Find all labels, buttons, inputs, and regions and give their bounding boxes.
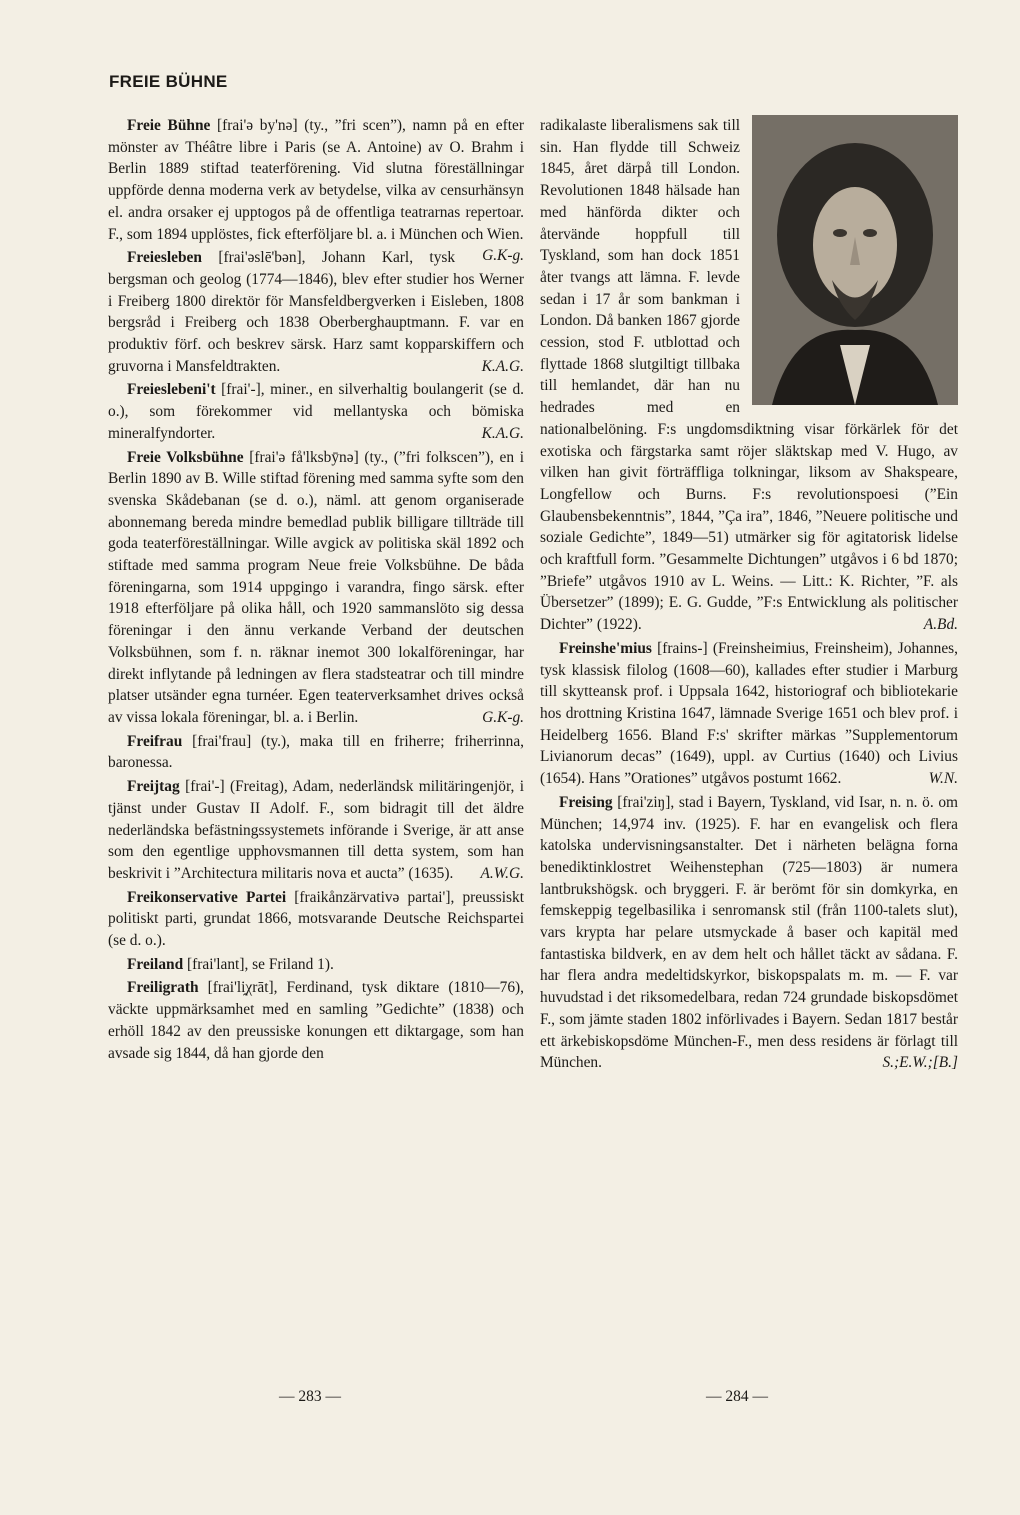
- entry-freikonservative-partei: [108, 887, 524, 952]
- headword: Freie Bühne: [127, 117, 211, 134]
- entry-freifrau: [108, 731, 524, 774]
- author-signature: W.N.: [928, 770, 958, 788]
- author-signature: K.A.G.: [481, 357, 524, 375]
- entry-text: radikalaste liberalismens sak till sin. Han flydde till Schweiz 1845, året därpå till London. Revolutionen 1848 hälsade han med hänförda dikter och återvände hoppfull till Tyskland, som han dock 1851 åter tvangs att lämna. F. levde sedan i 17 år som bankman i London. Då banken 1867 gjorde cession, stod F. utblottad och flyttade 1868 slutgiltigt tillbaka till hemlandet, där han nu hedrades med en nationalbelöning. F:s ungdomsdiktning visar förkärlek för det exotiska och färgstarka samt röjer släktskap med V. Hugo, av vilken han givit förträffliga tolkningar, liksom av Shakspeare, Longfellow och Burns. F:s revolutionspoesi (”Ein Glaubensbekenntnis”, 1844, ”Ça ira”, 1846, ”Neuere politische und soziale Gedichte”, 1849—51) utmärker sig för agitatorisk lidelse och kraftfull form. ”Gesammelte Dichtungen” utgåvos i 6 bd 1870; ”Briefe” utgåvos 1910 av L. Weins. — Litt.: K. Richter, ”F. als Übersetzer” (1899); E. G. Gudde, ”F:s Entwicklung als politischer Dichter” (1922).: [540, 117, 958, 634]
- author-signature: S.;E.W.;[B.]: [882, 1054, 958, 1072]
- entry-freinshemius: [540, 638, 958, 790]
- entry-text: [frai'əslē'bən], Johann Karl, tysk bergsman och geolog (1774—1846), blev efter studier hos Werner i Freiberg 1800 direktör för Mansfeldbergverken i Eisleben, 1808 bergsråd i Freiberg och 1838 Oberberghauptmann. F. var en produktiv förf. och beskrev särsk. Harz samt kopparskiffern och gruvorna i Mansfeldtrakten.: [108, 249, 524, 375]
- entry-text: [frai'-] (Freitag), Adam, nederländsk militäringenjör, i tjänst under Gustav II Adolf. F., som bidragit till det äldre nederländska befästningssystemets införande i Sverige, är att anse som den egentlige upphovsmannen till detta system, som han beskrivit i ”Architectura militaris nova et aucta” (1635).: [108, 778, 524, 882]
- entry-text: [frains-] (Freinsheimius, Freinsheim), Johannes, tysk klassisk filolog (1608—60), kallades efter studier i Marburg till skytteansk prof. i Uppsala 1642, historiograf och bibliotekarie hos drottning Kristina 1647, lämnade Sverige 1651 och blev prof. i Heidelberg 1656. Bland F:s' skrifter märkas ”Supplementorum Livianorum decas” (1649), uppl. av Curtius (1640) och Livius (1654). Hans ”Orationes” utgåvos postumt 1662.: [540, 639, 958, 788]
- headword: Freikonservative Partei: [127, 888, 287, 906]
- left-column: [108, 115, 524, 1066]
- headword: Freie Volksbühne: [127, 448, 244, 466]
- headword: Freiligrath: [127, 979, 199, 997]
- running-head: FREIE BÜHNE: [109, 72, 228, 91]
- entry-freiland: [108, 954, 524, 976]
- entry-text: [frai'ə få'lksbȳnə] (ty., (”fri folkscen”), en i Berlin 1890 av B. Wille stiftad förening med samma syfte som den svenska Skådebanan (se d. o.), näml. att genom organiserade abonnemang bereda mindre bemedlad publik billigare tillträde till goda teaterföreställningar. Wille avgick av politiska skäl 1892 och stiftade med samma program Neue freie Volksbühne. De båda föreningarna, som 1914 uppgingo i varandra, fingo särsk. efter 1918 efterföljare på olika håll, och 1920 sammanslöto sig dessa föreningar i den ännu verkande Verband der deutschen Volksbühnen, som f. n. räknar inemot 300 lokalföreningar, har direkt inflytande på ledningen av flera stadsteatrar och till mindre platser utsänder egna turnéer. Egen teaterverksamhet drives också av vissa lokala föreningar, bl. a. i Berlin.: [108, 448, 524, 726]
- portrait-image: [752, 115, 958, 405]
- headword: Freieslebeni't: [127, 381, 216, 399]
- author-signature: A.Bd.: [923, 616, 958, 634]
- entry-text: [fraikånzärvativə partai'], preussiskt politiskt parti, grundat 1866, motsvarande Deutsche Reichspartei (se d. o.).: [108, 888, 525, 950]
- entry-freiligrath: [108, 977, 524, 1064]
- entry-freie-volksbuhne: [108, 447, 524, 729]
- entry-text: [frai'lant], se Friland 1).: [183, 955, 334, 973]
- headword: Freising: [559, 793, 613, 811]
- headword: Freiesleben: [127, 249, 202, 267]
- page-number-right: — 284 —: [706, 1388, 768, 1405]
- headword: Freinshe'mius: [559, 639, 652, 657]
- right-column: [540, 115, 958, 1076]
- entry-text: [frai'frau] (ty.), maka till en friherre; friherrinna, baronessa.: [108, 732, 524, 772]
- headword: Freijtag: [127, 778, 180, 796]
- author-signature: G.K-g.: [482, 708, 524, 726]
- author-signature: G.K-g.: [482, 247, 524, 265]
- headword: Freiland: [127, 955, 184, 973]
- entry-text: [frai'-], miner., en silverhaltig boulangerit (se d. o.), som förekommer vid mellantyska och bömiska mineralfyndorter.: [108, 381, 524, 442]
- author-signature: K.A.G.: [481, 424, 524, 442]
- entry-freieslebenit: [108, 379, 524, 444]
- portrait-photo: [752, 115, 958, 405]
- headword: Freifrau: [127, 732, 183, 750]
- entry-freijtag: [108, 776, 524, 885]
- page-number-left: — 283 —: [279, 1388, 341, 1405]
- entry-text: [frai'ə by'nə] (ty., ”fri scen”), namn på en efter mönster av Théâtre libre i Paris (se A. Antoine) av O. Brahm i Berlin 1889 stiftad teaterförening. Vid slutna föreställningar uppförde denna moderna verk av betydelse, vilka av censurhänsyn el. andra orsaker ej upptogos på de offentliga teatrarnas repertoar. F., som 1894 upplöstes, fick efterföljare bl. a. i München och Wien.: [108, 117, 524, 243]
- entry-freiesleben: [108, 247, 524, 377]
- entry-text: [frai'ziŋ], stad i Bayern, Tyskland, vid Isar, n. n. ö. om München; 14,974 inv. (1925). F. har en evangelisk och flera katolska undervisningsanstalter. Det i närheten belägna forna benediktinklostret Weihenstephan (725—1803) är numera lantbrukshögsk. och bryggeri. F. är berömt för sin domkyrka, en femskeppig tegelbasilika i senromansk stil (från 1100-talets slut), vars krypta har pelare utsmyckade å baser och kapitäl med fantastiska bildverk, en av dem helt och hållet täckt av sådana. F. har flera andra medeltidskyrkor, biskopspalats m. m. — F. var huvudstad i det riksomedelbara, redan 724 grundade biskopsdömet F., som jämte staden 1802 införlivades i Bayern. Sedan 1817 består ett ärkebiskopsdöme München-F., men dess residens är förlagt till München.: [540, 793, 958, 1072]
- entry-text: [frai'li̯χrāt], Ferdinand, tysk diktare (1810—76), väckte uppmärksamhet med en samling ”Gedichte” (1838) och erhöll 1842 av den preussiske konungen ett diktargage, som han avsade sig 1844, då han gjorde den: [108, 979, 524, 1062]
- author-signature: A.W.G.: [480, 864, 524, 882]
- entry-freising: [540, 792, 958, 1074]
